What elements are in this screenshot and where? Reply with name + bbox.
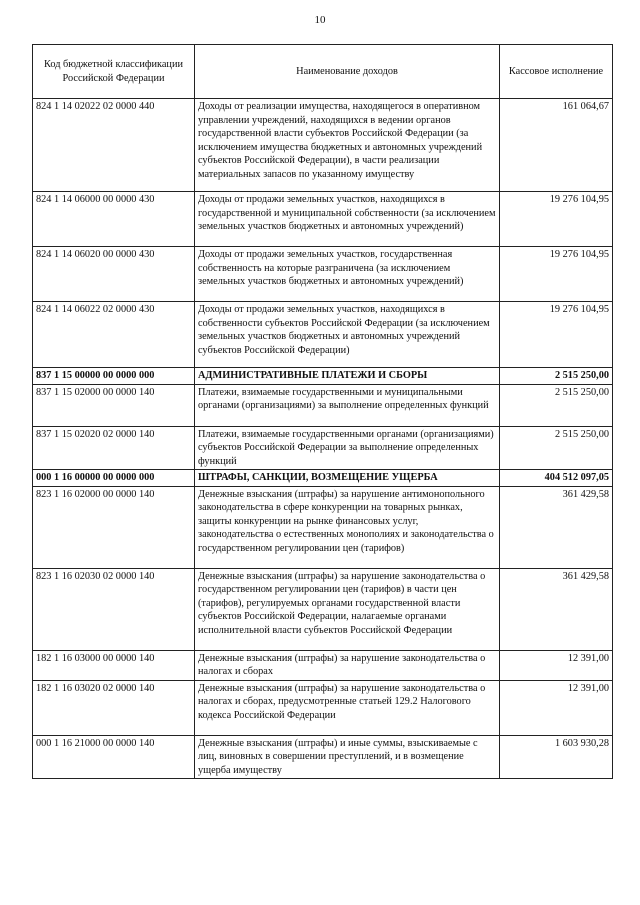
amount-cell: 1 603 930,28 [500,735,613,779]
code-cell: 824 1 14 02022 02 0000 440 [33,99,195,192]
amount-cell: 12 391,00 [500,650,613,680]
table-row [33,680,613,735]
code-cell: 823 1 16 02000 00 0000 140 [33,486,195,568]
table-row [33,650,613,680]
table-row [33,368,613,385]
name-cell: Платежи, взимаемые государственными и муниципальными органами (организациями) за выполнение определенных функций [195,384,500,426]
table-row [33,568,613,650]
amount-cell: 19 276 104,95 [500,302,613,368]
name-cell: Доходы от реализации имущества, находящегося в оперативном управлении учреждений, находящихся в ведении органов государственной власти субъектов Российской Федерации (за исключением имущества бюджетных и автономных учреждений субъектов Российской Федерации), в части реализации материальных запасов по указанному имуществу [195,99,500,192]
code-cell: 824 1 14 06000 00 0000 430 [33,192,195,247]
code-cell: 837 1 15 00000 00 0000 000 [33,368,195,385]
code-cell: 000 1 16 21000 00 0000 140 [33,735,195,779]
amount-cell: 12 391,00 [500,680,613,735]
code-cell: 824 1 14 06020 00 0000 430 [33,247,195,302]
code-cell: 824 1 14 06022 02 0000 430 [33,302,195,368]
amount-cell: 19 276 104,95 [500,247,613,302]
table-row [33,486,613,568]
amount-cell: 2 515 250,00 [500,368,613,385]
name-cell: Денежные взыскания (штрафы) за нарушение антимонопольного законодательства в сфере конкуренции на товарных рынках, защиты конкуренции на рынке финансовых услуг, законодательства о естественных монополиях и законодательства о государственном регулировании цен (тарифов) [195,486,500,568]
amount-cell: 2 515 250,00 [500,384,613,426]
table-row [33,192,613,247]
table-row [33,384,613,426]
table-row [33,99,613,192]
amount-cell: 19 276 104,95 [500,192,613,247]
amount-cell: 2 515 250,00 [500,426,613,470]
code-cell: 182 1 16 03020 02 0000 140 [33,680,195,735]
name-cell: Доходы от продажи земельных участков, находящихся в государственной и муниципальной собственности (за исключением земельных участков бюджетных и автономных учреждений) [195,192,500,247]
amount-cell: 404 512 097,05 [500,470,613,487]
code-cell: 000 1 16 00000 00 0000 000 [33,470,195,487]
header-name: Наименование доходов [195,45,500,99]
table-header-row [33,45,613,99]
header-amount: Кассовое исполнение [500,45,613,99]
name-cell: Платежи, взимаемые государственными органами (организациями) субъектов Российской Федерации за выполнение определенных функций [195,426,500,470]
page-number: 10 [314,14,326,26]
code-cell: 837 1 15 02000 00 0000 140 [33,384,195,426]
header-code: Код бюджетной классификации Российской Федерации [33,45,195,99]
name-cell: Денежные взыскания (штрафы) и иные суммы, взыскиваемые с лиц, виновных в совершении преступлений, и в возмещение ущерба имуществу [195,735,500,779]
amount-cell: 361 429,58 [500,486,613,568]
name-cell: Денежные взыскания (штрафы) за нарушение законодательства о налогах и сборах [195,650,500,680]
name-cell: Денежные взыскания (штрафы) за нарушение законодательства о государственном регулировании цен (тарифов) в части цен (тарифов), регулируемых органами государственной власти субъектов Российской Федерации, налагаемые органами исполнительной власти субъектов Российской Федерации [195,568,500,650]
name-cell: Денежные взыскания (штрафы) за нарушение законодательства о налогах и сборах, предусмотренные статьей 129.2 Налогового кодекса Российской Федерации [195,680,500,735]
table-row [33,426,613,470]
name-cell: Доходы от продажи земельных участков, находящихся в собственности субъектов Российской Федерации (за исключением земельных участков бюджетных и автономных учреждений субъектов Российской Федерации) [195,302,500,368]
revenue-table [32,44,613,779]
table-row [33,735,613,779]
name-cell: ШТРАФЫ, САНКЦИИ, ВОЗМЕЩЕНИЕ УЩЕРБА [195,470,500,487]
code-cell: 182 1 16 03000 00 0000 140 [33,650,195,680]
table-row [33,247,613,302]
name-cell: АДМИНИСТРАТИВНЫЕ ПЛАТЕЖИ И СБОРЫ [195,368,500,385]
table-row [33,470,613,487]
table-row [33,302,613,368]
amount-cell: 161 064,67 [500,99,613,192]
code-cell: 837 1 15 02020 02 0000 140 [33,426,195,470]
code-cell: 823 1 16 02030 02 0000 140 [33,568,195,650]
name-cell: Доходы от продажи земельных участков, государственная собственность на которые разграничена (за исключением земельных участков бюджетных и автономных учреждений) [195,247,500,302]
amount-cell: 361 429,58 [500,568,613,650]
